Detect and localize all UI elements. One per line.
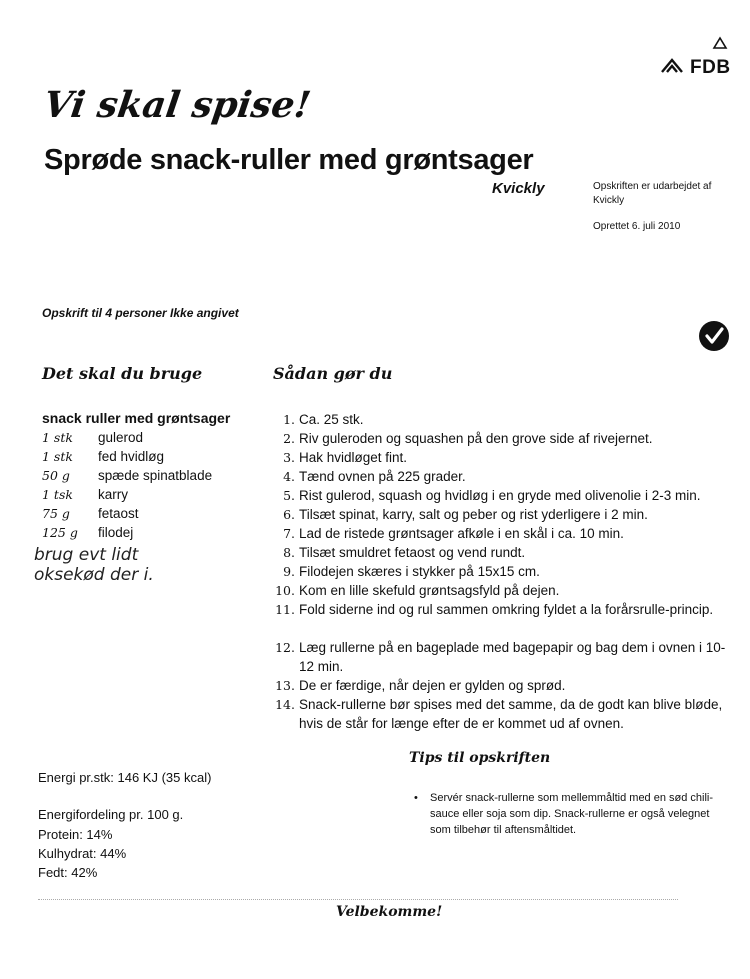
step-text: Snack-rullerne bør spises med det samme, da de godt kan blive bløde, hvis de står for længe efter de er kommet ud af ovnen. (299, 697, 723, 731)
bullet-icon: • (414, 792, 418, 804)
serving-line: Opskrift til 4 personer Ikke angivet (42, 306, 239, 320)
nutrition-fat: Fedt: 42% (38, 865, 98, 880)
step-number: 12. (275, 640, 295, 655)
step-text: De er færdige, når dejen er gylden og sprød. (299, 678, 566, 693)
ingredient-name: karry (98, 487, 128, 502)
tips-text: Servér snack-rullerne som mellemmåltid med en sød chili-sauce eller soja som dip. Snack-rullerne er også velegnet som tilbehør til aftensmåltidet. (430, 792, 714, 836)
ingredient-qty: 1 stk (42, 449, 73, 464)
ingredients-heading: Det skal du bruge (42, 364, 203, 383)
step-text: Ca. 25 stk. (299, 412, 364, 427)
ingredient-qty: 1 tsk (42, 487, 73, 502)
step-number: 14. (275, 697, 295, 712)
step-number: 7. (283, 526, 295, 541)
step-number: 3. (283, 450, 295, 465)
step-text: Fold siderne ind og rul sammen omkring fyldet a la forårsrulle-princip. (299, 602, 714, 617)
step-text: Rist gulerod, squash og hvidløg i en gryde med olivenolie i 2-3 min. (299, 488, 701, 503)
ingredient-name: gulerod (98, 430, 144, 445)
page-title: Sprøde snack-ruller med grøntsager (44, 144, 534, 176)
ingredient-qty: 75 g (42, 506, 70, 521)
handwritten-note: brug evt lidt oksekød der i. (34, 545, 154, 585)
footer-signoff: Velbekomme! (336, 904, 443, 920)
ingredient-qty: 125 g (42, 525, 78, 540)
ingredient-qty: 50 g (42, 468, 70, 483)
step-number: 4. (283, 469, 295, 484)
ingredient-name: fed hvidløg (98, 449, 165, 464)
step-text: Lad de ristede grøntsager afkøle i en skål i ca. 10 min. (299, 526, 624, 541)
step-number: 10. (275, 583, 295, 598)
created-date: Oprettet 6. juli 2010 (593, 221, 681, 232)
step-number: 6. (283, 507, 295, 522)
energy-distribution-title: Energifordeling pr. 100 g. (38, 807, 184, 822)
step-number: 5. (283, 488, 295, 503)
nutrition-protein: Protein: 14% (38, 827, 113, 842)
ingredient-name: fetaost (98, 506, 139, 521)
energy-per-piece: Energi pr.stk: 146 KJ (35 kcal) (38, 770, 212, 785)
ingredient-name: spæde spinatblade (98, 468, 213, 483)
ingredient-qty: 1 stk (42, 430, 73, 445)
ingredient-name: filodej (98, 525, 134, 540)
step-text: Tænd ovnen på 225 grader. (299, 469, 466, 484)
step-text: Kom en lille skefuld grøntsagsfyld på dejen. (299, 583, 560, 598)
step-text: Riv guleroden og squashen på den grove side af rivejernet. (299, 431, 653, 446)
step-number: 11. (275, 602, 295, 617)
author-note: Opskriften er udarbejdet af Kvickly (593, 181, 712, 206)
step-number: 2. (283, 431, 295, 446)
tips-heading: Tips til opskriften (409, 750, 551, 766)
step-text: Hak hvidløget fint. (299, 450, 408, 465)
step-text: Læg rullerne på en bageplade med bagepapir og bag dem i ovnen i 10-12 min. (299, 640, 726, 674)
step-number: 13. (275, 678, 295, 693)
step-text: Tilsæt smuldret fetaost og vend rundt. (299, 545, 526, 560)
ingredients-section-title: snack ruller med grøntsager (42, 410, 231, 426)
nutrition-carbs: Kulhydrat: 44% (38, 846, 127, 861)
step-number: 8. (283, 545, 295, 560)
fdb-logo-text: FDB (690, 57, 731, 78)
footer-divider (38, 899, 678, 900)
step-text: Filodejen skæres i stykker på 15x15 cm. (299, 564, 540, 579)
check-circle-icon (698, 320, 730, 352)
step-number: 1. (283, 412, 295, 427)
step-number: 9. (283, 564, 295, 579)
steps-heading: Sådan gør du (273, 364, 393, 383)
store-name: Kvickly (492, 180, 545, 197)
step-text: Tilsæt spinat, karry, salt og peber og rist yderligere i 2 min. (299, 507, 648, 522)
header-script-title: Vi skal spise! (41, 84, 314, 126)
